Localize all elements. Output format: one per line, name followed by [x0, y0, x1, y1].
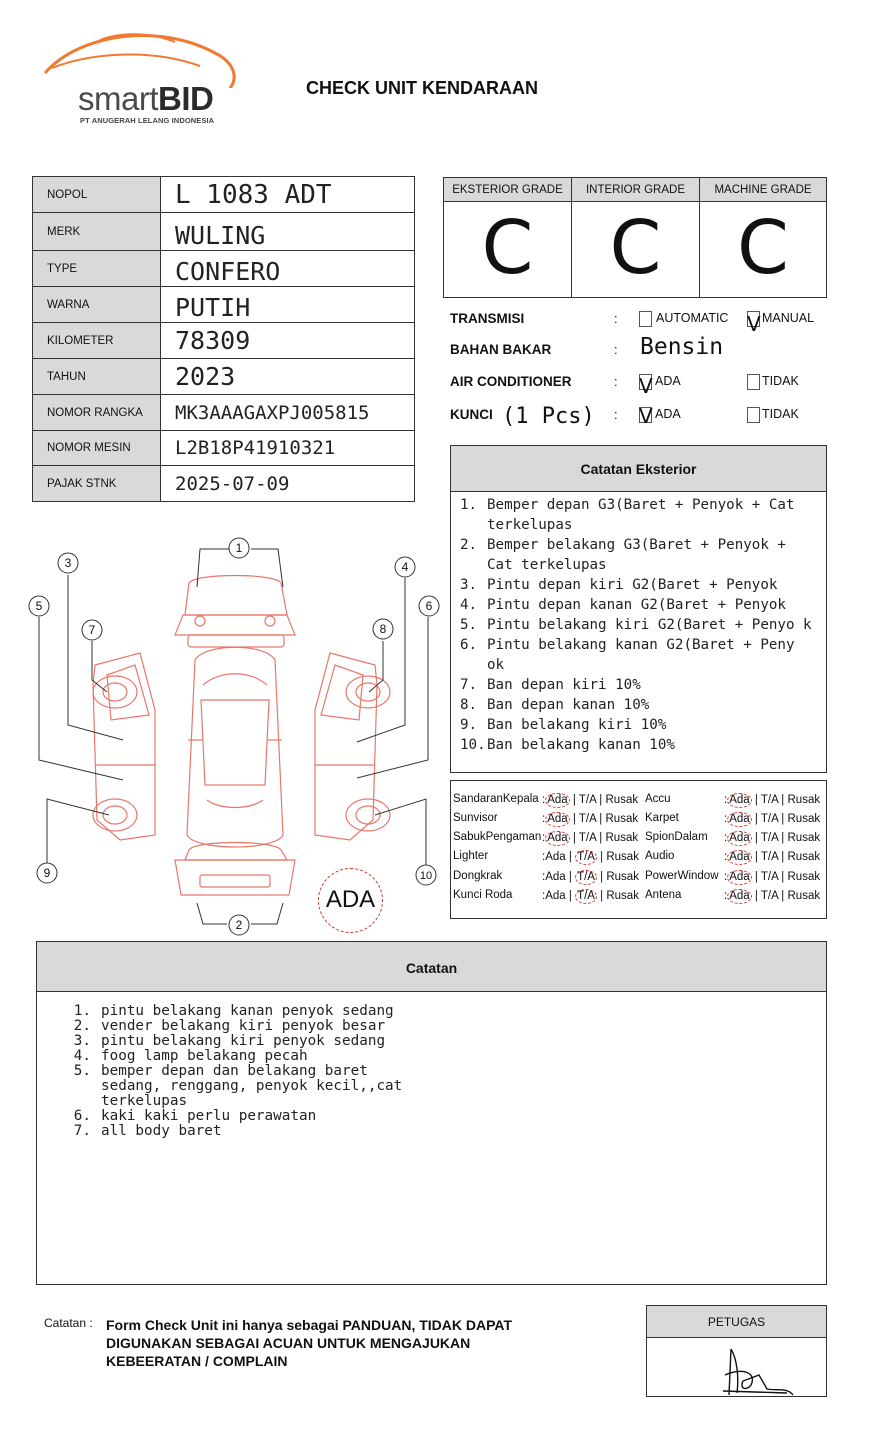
value-type: CONFERO	[161, 251, 415, 287]
company-name: PT ANUGERAH LELANG INDONESIA	[80, 116, 215, 125]
accessories-panel	[450, 780, 827, 919]
colon: :	[614, 311, 618, 326]
accessory-option[interactable]: Ada	[729, 794, 750, 806]
ac-ada-label: ADA	[655, 374, 681, 388]
accessory-name: Karpet	[645, 812, 679, 824]
damage-marker-10: 10	[419, 870, 433, 882]
accessory-options	[542, 870, 639, 885]
petugas-label: PETUGAS	[647, 1306, 826, 1338]
colon: :	[724, 890, 728, 902]
accessory-option[interactable]: Ada	[729, 832, 750, 844]
row-nomor-mesin	[33, 431, 415, 466]
accessory-name: Lighter	[453, 850, 489, 862]
accessory-option[interactable]: T/A	[760, 851, 779, 863]
value-nomor-rangka: MK3AAAGAXPJ005815	[161, 395, 415, 431]
row-tahun	[33, 359, 415, 395]
option-separator: |	[596, 871, 607, 883]
accessory-name: SpionDalam	[645, 831, 708, 843]
grade-label: INTERIOR GRADE	[572, 178, 699, 202]
value-warna: PUTIH	[161, 287, 415, 323]
accessory-name: Antena	[645, 889, 682, 901]
accessory-option[interactable]: Rusak	[787, 832, 821, 844]
accessory-options	[724, 870, 820, 885]
accessory-option[interactable]: Ada	[729, 813, 750, 825]
option-separator: |	[751, 794, 761, 806]
accessory-options	[724, 793, 820, 808]
exterior-note-item	[460, 675, 820, 695]
row-nopol	[33, 177, 415, 213]
accessory-option[interactable]: T/A	[577, 890, 595, 902]
value-tahun: 2023	[161, 359, 415, 395]
accessory-option[interactable]: Rusak	[787, 794, 821, 806]
option-separator: |	[596, 794, 606, 806]
accessory-option[interactable]: Rusak	[787, 890, 821, 902]
brand-name: smartBID	[78, 80, 214, 117]
exterior-note-number: 5.	[460, 617, 478, 633]
exterior-note-number: 7.	[460, 677, 478, 693]
accessory-name: Kunci Roda	[453, 889, 513, 901]
accessory-name: SandaranKepala	[453, 793, 539, 805]
exterior-note-number: 2.	[460, 537, 478, 553]
colon: :	[542, 813, 546, 825]
exterior-note-number: 4.	[460, 597, 478, 613]
label-merk: MERK	[33, 213, 161, 251]
exterior-note-text: Pintu depan kanan G2(Baret + Penyok	[487, 597, 786, 613]
exterior-note-text: Bemper depan G3(Baret + Penyok + Cat terkelupas	[487, 497, 804, 533]
accessory-options	[542, 850, 639, 865]
exterior-note-item	[460, 575, 820, 595]
label-nopol: NOPOL	[33, 177, 161, 213]
accessory-options	[542, 831, 638, 846]
grade-value: C	[737, 205, 789, 291]
exterior-note-item	[460, 495, 820, 535]
smartbid-logo	[40, 28, 245, 133]
top-view-body	[187, 647, 283, 847]
accessory-option[interactable]: Ada	[545, 890, 566, 902]
label-warna: WARNA	[33, 287, 161, 323]
colon: :	[542, 890, 546, 902]
row-pajak-stnk	[33, 466, 415, 502]
option-separator: |	[596, 890, 607, 902]
exterior-notes-list	[460, 495, 820, 755]
exterior-notes-title: Catatan Eksterior	[451, 446, 826, 492]
note-text: bemper depan dan belakang baret sedang, renggang, penyok kecil,,cat terkelupas	[101, 1063, 403, 1109]
option-separator: |	[565, 851, 576, 863]
accessory-option[interactable]: Ada	[547, 794, 568, 806]
row-merk	[33, 213, 415, 251]
note-item	[65, 1004, 421, 1019]
accessory-name: Dongkrak	[453, 870, 503, 882]
bahan-bakar-label: BAHAN BAKAR	[450, 342, 552, 357]
accessory-option[interactable]: T/A	[760, 832, 779, 844]
note-item	[65, 1124, 421, 1139]
vehicle-info-table	[32, 176, 415, 502]
option-separator: |	[751, 832, 761, 844]
note-item	[65, 1019, 421, 1034]
car-outline-diagram	[25, 535, 445, 940]
note-text: pintu belakang kiri penyok sedang	[101, 1033, 386, 1049]
option-separator: |	[778, 832, 788, 844]
option-separator: |	[778, 813, 788, 825]
automatic-checkbox[interactable]	[639, 311, 652, 327]
damage-marker-6: 6	[425, 599, 433, 613]
note-item	[65, 1109, 421, 1124]
colon: :	[614, 342, 618, 357]
option-separator: |	[778, 851, 788, 863]
notes-list	[65, 1004, 421, 1139]
label-pajak-stnk: PAJAK STNK	[33, 466, 161, 502]
notes-panel	[36, 941, 827, 1285]
kunci-tidak-label: TIDAK	[762, 407, 799, 421]
exterior-note-text: Ban belakang kanan 10%	[487, 737, 675, 753]
left-side-body	[93, 653, 155, 840]
damage-marker-3: 3	[64, 556, 72, 570]
option-separator: |	[569, 813, 579, 825]
row-warna	[33, 287, 415, 323]
ac-tidak-checkbox[interactable]	[747, 374, 760, 390]
accessory-option[interactable]: Ada	[547, 813, 568, 825]
accessory-option[interactable]: Rusak	[787, 851, 821, 863]
exterior-note-item	[460, 735, 820, 755]
exterior-note-item	[460, 615, 820, 635]
damage-marker-8: 8	[379, 622, 387, 636]
option-separator: |	[596, 813, 606, 825]
exterior-note-text: Pintu depan kiri G2(Baret + Penyok	[487, 577, 778, 593]
note-item	[65, 1034, 421, 1049]
exterior-note-number: 3.	[460, 577, 478, 593]
row-nomor-rangka	[33, 395, 415, 431]
accessory-options	[724, 850, 820, 865]
note-text: vender belakang kiri penyok besar	[101, 1018, 386, 1034]
rear-view-body	[175, 860, 295, 895]
accessory-name: SabukPengaman	[453, 831, 542, 843]
exterior-note-number: 8.	[460, 697, 478, 713]
note-number: 6.	[73, 1108, 91, 1124]
damage-marker-2: 2	[235, 918, 243, 932]
footer-label: Catatan :	[44, 1316, 93, 1330]
transmisi-label: TRANSMISI	[450, 311, 525, 326]
accessory-option[interactable]: Ada	[545, 851, 566, 863]
exterior-note-item	[460, 715, 820, 735]
accessory-option[interactable]: T/A	[760, 794, 779, 806]
accessory-options	[724, 831, 820, 846]
accessory-option[interactable]: T/A	[760, 871, 779, 883]
note-number: 1.	[73, 1003, 91, 1019]
exterior-note-text: Ban belakang kiri 10%	[487, 717, 667, 733]
exterior-note-item	[460, 635, 820, 675]
accessory-option[interactable]: T/A	[577, 851, 595, 863]
ac-label: AIR CONDITIONER	[450, 374, 572, 389]
accessory-option[interactable]: T/A	[577, 871, 595, 883]
accessory-options	[542, 793, 638, 808]
petugas-box	[646, 1305, 827, 1397]
check-mark-icon: V	[639, 404, 653, 428]
accessory-option[interactable]: Rusak	[606, 871, 639, 883]
grade-eksterior	[444, 178, 572, 297]
grade-label: MACHINE GRADE	[700, 178, 826, 202]
manual-label: MANUAL	[762, 311, 815, 325]
option-separator: |	[565, 890, 576, 902]
exterior-note-item	[460, 695, 820, 715]
accessory-option[interactable]: Rusak	[787, 813, 821, 825]
damage-marker-4: 4	[401, 560, 409, 574]
exterior-note-text: Pintu belakang kanan G2(Baret + Peny ok	[487, 637, 795, 673]
accessory-option[interactable]: Rusak	[605, 832, 639, 844]
accessory-option[interactable]: Ada	[729, 890, 750, 902]
option-separator: |	[565, 871, 576, 883]
label-nomor-rangka: NOMOR RANGKA	[33, 395, 161, 431]
accessory-option[interactable]: Ada	[729, 871, 750, 883]
accessory-option[interactable]: T/A	[578, 813, 597, 825]
accessory-option[interactable]: Ada	[547, 832, 568, 844]
label-kilometer: KILOMETER	[33, 323, 161, 359]
exterior-note-number: 6.	[460, 637, 478, 653]
kunci-tidak-checkbox[interactable]	[747, 407, 760, 423]
accessory-options	[542, 889, 639, 904]
accessory-option[interactable]: T/A	[578, 794, 597, 806]
grade-value: C	[609, 205, 662, 291]
accessory-name: Sunvisor	[453, 812, 498, 824]
note-number: 3.	[73, 1033, 91, 1049]
bahan-bakar-value: Bensin	[640, 334, 724, 360]
label-tahun: TAHUN	[33, 359, 161, 395]
note-number: 5.	[73, 1063, 91, 1079]
note-number: 4.	[73, 1048, 91, 1064]
accessory-option[interactable]: Rusak	[787, 871, 821, 883]
colon: :	[542, 851, 546, 863]
exterior-note-item	[460, 535, 820, 575]
accessory-option[interactable]: Rusak	[605, 813, 639, 825]
exterior-note-item	[460, 595, 820, 615]
signature-icon	[647, 1339, 826, 1397]
colon: :	[542, 832, 546, 844]
option-separator: |	[751, 813, 761, 825]
accessory-option[interactable]: Rusak	[605, 794, 639, 806]
front-view-body	[175, 615, 295, 635]
option-separator: |	[751, 871, 761, 883]
exterior-note-number: 9.	[460, 717, 478, 733]
accessory-option[interactable]: Ada	[729, 851, 750, 863]
colon: :	[614, 374, 618, 389]
note-number: 2.	[73, 1018, 91, 1034]
accessory-option[interactable]: Ada	[545, 871, 566, 883]
ac-tidak-label: TIDAK	[762, 374, 799, 388]
vehicle-damage-diagram	[25, 535, 445, 940]
car-swoosh-icon	[40, 28, 245, 88]
exterior-note-text: Ban depan kanan 10%	[487, 697, 650, 713]
accessory-option[interactable]: T/A	[760, 813, 779, 825]
colon: :	[724, 832, 728, 844]
note-item	[65, 1049, 421, 1064]
damage-marker-7: 7	[88, 623, 96, 637]
ada-stamp: ADA	[318, 868, 383, 933]
automatic-label: AUTOMATIC	[656, 311, 729, 325]
option-separator: |	[569, 794, 579, 806]
accessory-option[interactable]: Rusak	[606, 851, 639, 863]
notes-title: Catatan	[37, 942, 826, 992]
grade-machine	[700, 178, 826, 297]
value-pajak-stnk: 2025-07-09	[161, 466, 415, 502]
accessory-name: Accu	[645, 793, 671, 805]
colon: :	[724, 794, 728, 806]
accessory-option[interactable]: T/A	[760, 890, 779, 902]
option-separator: |	[778, 890, 788, 902]
option-separator: |	[596, 851, 607, 863]
footer-disclaimer: Form Check Unit ini hanya sebagai PANDUAN, TIDAK DAPAT DIGUNAKAN SEBAGAI ACUAN UNTUK MENGAJUKAN KEBEERATAN / COMPLAIN	[106, 1317, 513, 1369]
option-separator: |	[778, 794, 788, 806]
accessory-option[interactable]: T/A	[578, 832, 597, 844]
value-merk: WULING	[161, 213, 415, 251]
colon: :	[542, 794, 546, 806]
check-mark-icon: V	[747, 312, 761, 336]
value-nopol: L 1083 ADT	[161, 177, 415, 213]
note-text: kaki kaki perlu perawatan	[101, 1108, 317, 1124]
colon: :	[724, 871, 728, 883]
kunci-ada-label: ADA	[655, 407, 681, 421]
note-text: all body baret	[101, 1123, 222, 1139]
colon: :	[614, 407, 618, 422]
kunci-label: KUNCI	[450, 407, 493, 422]
option-separator: |	[751, 851, 761, 863]
note-number: 7.	[73, 1123, 91, 1139]
value-kilometer: 78309	[161, 323, 415, 359]
exterior-note-text: Bemper belakang G3(Baret + Penyok + Cat terkelupas	[487, 537, 786, 573]
colon: :	[724, 851, 728, 863]
colon: :	[724, 813, 728, 825]
exterior-notes-panel	[450, 445, 827, 773]
grade-value: C	[481, 205, 534, 291]
exterior-note-text: Ban depan kiri 10%	[487, 677, 641, 693]
rear-view-roof	[185, 843, 287, 861]
colon: :	[542, 871, 546, 883]
damage-marker-5: 5	[35, 599, 43, 613]
value-nomor-mesin: L2B18P41910321	[161, 431, 415, 466]
accessory-option[interactable]: Rusak	[606, 890, 639, 902]
accessory-options	[542, 812, 638, 827]
label-type: TYPE	[33, 251, 161, 287]
option-separator: |	[596, 832, 606, 844]
check-mark-icon: V	[639, 374, 653, 398]
exterior-note-number: 10.	[460, 737, 486, 753]
exterior-note-text: Pintu belakang kiri G2(Baret + Penyo k	[487, 617, 812, 633]
accessory-name: PowerWindow	[645, 870, 719, 882]
accessory-options	[724, 812, 820, 827]
grade-interior	[572, 178, 700, 297]
grade-panel	[443, 177, 827, 298]
option-separator: |	[569, 832, 579, 844]
damage-marker-1: 1	[235, 541, 243, 555]
note-text: foog lamp belakang pecah	[101, 1048, 308, 1064]
note-item	[65, 1064, 421, 1109]
kunci-count: (1 Pcs)	[502, 404, 595, 429]
grade-label: EKSTERIOR GRADE	[444, 178, 571, 202]
option-separator: |	[778, 871, 788, 883]
page-title: CHECK UNIT KENDARAAN	[306, 78, 538, 98]
note-text: pintu belakang kanan penyok sedang	[101, 1003, 394, 1019]
accessory-name: Audio	[645, 850, 675, 862]
row-kilometer	[33, 323, 415, 359]
exterior-note-number: 1.	[460, 497, 478, 513]
front-view-roof	[185, 576, 287, 616]
damage-marker-9: 9	[43, 866, 51, 880]
row-type	[33, 251, 415, 287]
label-nomor-mesin: NOMOR MESIN	[33, 431, 161, 466]
accessory-options	[724, 889, 820, 904]
option-separator: |	[751, 890, 761, 902]
